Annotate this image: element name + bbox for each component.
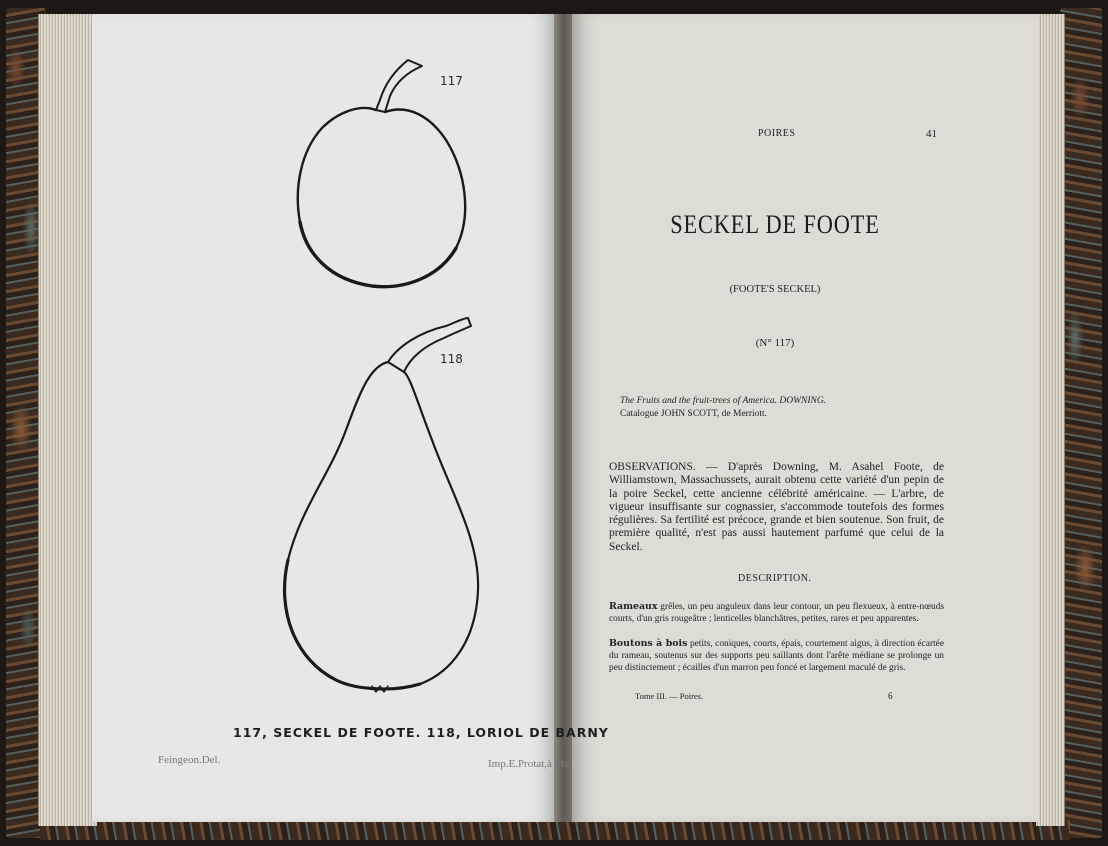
footer-volume: Tome III. — Poires. <box>635 691 704 701</box>
boutons-text: petits, coniques, courts, épais, courtement aigus, à direction écartée du rameau, soutenus sur des supports peu saillants dont l'arête médiane se prolonge un peu distinctement ; écailles d'un marron peu foncé et largement maculé de gris. <box>609 639 944 674</box>
rameaux-label: Rameaux <box>609 601 658 612</box>
description-boutons <box>609 638 944 675</box>
plate-caption: 117, SECKEL DE FOOTE. 118, LORIOL DE BARNY <box>233 725 609 740</box>
english-name-subtitle: (FOOTE'S SECKEL) <box>729 284 821 295</box>
bibliographic-reference-2: Catalogue JOHN SCOTT, de Merriott. <box>620 409 768 419</box>
footer-signature-mark: 6 <box>888 691 893 701</box>
page-title: SECKEL DE FOOTE <box>670 210 880 239</box>
figure-118-number: 118 <box>440 352 463 366</box>
figure-reference: (N° 117) <box>755 337 795 349</box>
printer-credit: Imp.E.Protat,à Ma <box>488 758 570 770</box>
boutons-label: Boutons à bois <box>609 638 688 649</box>
observations-paragraph: OBSERVATIONS. — D'après Downing, M. Asahel Foote, de Williamstown, Massachussets, aurait obtenu cette variété d'un pepin de la poire Seckel, cette ancienne célébrité américaine. — L'arbre, de vigueur insuffisante sur cognassier, s'accommode toutefois des formes régulières. Sa fertilité est précoce, grande et bien soutenue. Son fruit, de première qualité, n'est pas aussi hautement parfumé que celui de la Seckel. <box>609 461 944 553</box>
description-rameaux <box>609 601 944 625</box>
bibliographic-reference-1: The Fruits and the fruit-trees of America. DOWNING. <box>620 396 827 406</box>
page-number: 41 <box>926 128 937 140</box>
rameaux-text: grêles, un peu anguleux dans leur contour, un peu flexueux, à entre-nœuds courts, d'un gris rougeâtre ; lenticelles blanchâtres, petites, rares et peu apparentes. <box>609 602 944 625</box>
pear-118-drawing <box>285 318 479 692</box>
pear-117-drawing <box>298 60 465 287</box>
description-heading: DESCRIPTION. <box>738 573 812 584</box>
running-head: POIRES <box>758 128 796 139</box>
figure-117-number: 117 <box>440 74 463 88</box>
illustrator-credit: Feingeon.Del. <box>158 754 221 766</box>
